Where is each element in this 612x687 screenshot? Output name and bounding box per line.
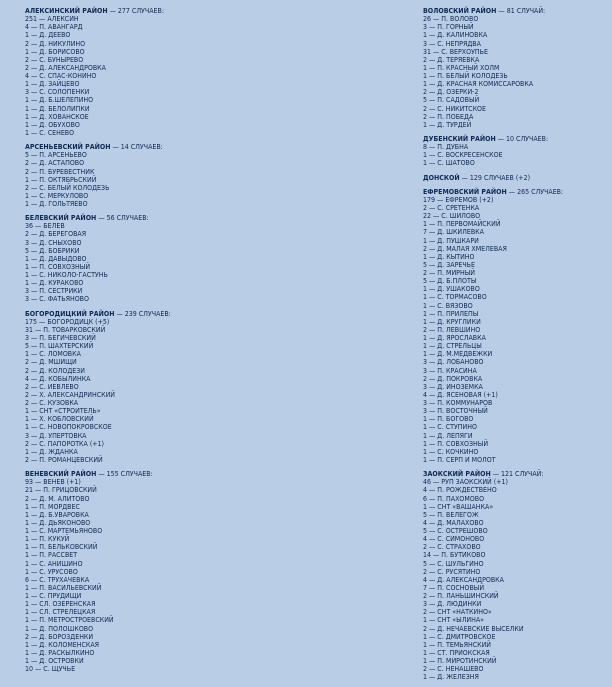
district-section [25, 214, 355, 303]
locality-entry: 6 — С. ТРУХАЧЕВКА [25, 575, 90, 584]
locality-entry: 1 — Д. ЖДАНКА [25, 447, 78, 456]
locality-entry: 5 — Д. БОБРИКИ [25, 246, 80, 255]
locality-entry: 1 — Д. ДЬЯКОНОВО [25, 518, 91, 527]
locality-entry: 2 — Х. АЛЕКСАНДРИНСКИЙ [25, 390, 116, 399]
locality-entry: 2 — П. БУРЕВЕСТНИК [25, 167, 95, 176]
locality-entry: 5 — Д. Б.ПЛОТЫ [423, 277, 477, 286]
locality-entry: 4 — П. АВАНГАРД [25, 23, 83, 32]
locality-entry: 1 — П. СОВХОЗНЫЙ [423, 439, 489, 448]
locality-entry: 1 — С. НИКОЛО-ГАСТУНЬ [25, 271, 108, 280]
locality-entry: 1 — П. ТЕМЬЯНСКИЙ [423, 640, 492, 649]
locality-entry: 4 — П. РОЖДЕСТВЕНО [423, 486, 497, 495]
district-name: БЕЛЕВСКИЙ РАЙОН [25, 214, 97, 223]
district-header [25, 214, 355, 222]
locality-entry: 3 — П. КОММУНАРОВ [423, 399, 493, 408]
district-name: БОГОРОДИЦКИЙ РАЙОН [25, 309, 115, 318]
district-section [423, 470, 609, 681]
locality-entry: 1 — П. СЕРП И МОЛОТ [423, 455, 496, 464]
locality-entry: 2 — Д. МШИЩИ [25, 358, 77, 367]
district-section [423, 188, 609, 464]
locality-entry: 2 — П. ЛЕВШИНО [423, 325, 481, 334]
district-name: АЛЕКСИНСКИЙ РАЙОН [25, 7, 108, 15]
district-case-count: — 155 СЛУЧАЕВ: [96, 470, 153, 479]
locality-entry: 1 — П. ПЕРВОМАЙСКИЙ [423, 220, 501, 229]
locality-entry: 1 — Д. БЕЛОЛИПКИ [25, 104, 90, 113]
locality-entry: 2 — С. ИЕВЛЕВО [25, 382, 79, 391]
locality-entry: 3 — П. КРАСИНА [423, 366, 477, 375]
locality-entry: 4 — С. СИМОНОВО [423, 535, 485, 544]
locality-entry: 1 — Д. КЫТИНО [423, 252, 475, 261]
locality-entry: 4 — Д. ЯСЕНОВАЯ (+1) [423, 390, 498, 399]
district-header [423, 174, 609, 182]
locality-entry: 31 — П. ТОВАРКОВСКИЙ [25, 325, 106, 334]
locality-entry: 2 — Д. КОЛОДЕЗИ [25, 366, 85, 375]
district-case-count: — 239 СЛУЧАЕВ: [114, 309, 171, 318]
district-section [25, 470, 355, 673]
locality-entry: 5 — Д. ЗАРЕЧЬЕ [423, 260, 475, 269]
locality-entry: 1 — П. КУКУЙ [25, 535, 70, 544]
locality-entry: 1 — П. БОГОВО [423, 415, 474, 424]
locality-entry: 1 — П. СОВХОЗНЫЙ [25, 262, 91, 271]
locality-entry: 10 — С. ЩУЧЬЕ [25, 665, 76, 674]
locality-entry: 7 — Д. ШКИЛЕВКА [423, 228, 484, 237]
district-section [423, 7, 609, 129]
locality-entry: 251 — АЛЕКСИН [25, 15, 79, 24]
locality-entry: 2 — С. РУСЯТИНО [423, 567, 481, 576]
locality-entry: 1 — Д. КРУГЛИКИ [423, 317, 481, 326]
locality-entry: 5 — С. ШУЛЬГИНО [423, 559, 484, 568]
locality-entry: 1 — Д. ЯРОСЛАВКА [423, 334, 486, 343]
locality-entry: 1 — Д. КОЛОМЕНСКАЯ [25, 640, 100, 649]
district-section [423, 174, 609, 182]
district-case-count: — 277 СЛУЧАЕВ: [107, 7, 164, 15]
locality-entry: 1 — Д. ПОЛОШКОВО [25, 624, 94, 633]
locality-entry: 46 — РУП ЗАОКСКИЙ (+1) [423, 478, 508, 487]
locality-entry: 2 — С. БЕЛЫЙ КОЛОДЕЗЬ [25, 183, 110, 192]
locality-entry: 1 — СНТ «ВАШАНКА» [423, 502, 494, 511]
locality-entry: 4 — Д. АЛЕКСАНДРОВКА [423, 575, 504, 584]
locality-entry: 1 — Д. Б.ШЕЛЕПИНО [25, 96, 94, 105]
locality-entry: 1 — Х. КОБЛОВСКИЙ [25, 415, 94, 424]
district-name: ДУБЕНСКИЙ РАЙОН [423, 134, 496, 143]
locality-entry: 2 — Д. ОЗЕРКИ-2 [423, 88, 479, 97]
locality-entry: 2 — Д. М. АЛИТОВО [25, 494, 90, 503]
locality-entry: 1 — П. КРАСНЫЙ ХОЛМ [423, 63, 500, 72]
locality-entry: 1 — Д. ГОЛЬТЯЕВО [25, 200, 88, 209]
locality-entry: 2 — С. НЕНАШЕВО [423, 665, 484, 674]
locality-entry: 3 — П. СЕСТРИКИ [25, 287, 83, 296]
locality-entry: 1 — Д. ПУШКАРИ [423, 236, 479, 245]
district-name: АРСЕНЬЕВСКИЙ РАЙОН [25, 143, 111, 152]
locality-entry: 1 — П. ПРИЛЕПЫ [423, 309, 479, 318]
locality-entry: 2 — Д. АЛЕКСАНДРОВКА [25, 63, 106, 72]
locality-entry: 1 — С. МЕРКУЛОВО [25, 191, 89, 200]
district-header [423, 188, 609, 196]
locality-entry: 3 — Д. ЛЮДИНКИ [423, 600, 482, 609]
locality-entry: 2 — С. СТРАХОВО [423, 543, 481, 552]
district-case-count: — 10 СЛУЧАЕВ: [495, 134, 549, 143]
locality-entry: 93 — ВЕНЕВ (+1) [25, 478, 81, 487]
district-header [25, 7, 355, 15]
locality-entry: 175 — БОГОРОДИЦК (+5) [25, 317, 110, 326]
locality-entry: 4 — С. СПАС-КОНИНО [25, 72, 97, 81]
locality-entry: 1 — СЛ. ОЗЕРЕНСКАЯ [25, 600, 96, 609]
locality-entry: 5 — П. ВЕЛЕГОЖ [423, 510, 479, 519]
district-name: ДОНСКОЙ [423, 173, 460, 182]
locality-entry: 1 — П. БЕЛЫЙ КОЛОДЕЗЬ [423, 72, 508, 81]
locality-entry: 1 — Д. ОБУХОВО [25, 120, 80, 129]
locality-entry: 1 — Д. УШАКОВО [423, 285, 480, 294]
locality-entry: 4 — Д. МАЛАХОВО [423, 518, 484, 527]
locality-entry: 1 — С. МАРТЕМЬЯНОВО [25, 527, 103, 536]
locality-entry: 2 — Д. НЕЧАЕВСКИЕ ВЫСЕЛКИ [423, 624, 524, 633]
district-name: ЕФРЕМОВСКИЙ РАЙОН [423, 187, 507, 196]
locality-entry: 1 — С. АНИШИНО [25, 559, 83, 568]
locality-entry: 1 — Д. РАСКЫЛКИНО [25, 648, 95, 657]
locality-entry: 2 — Д. БОРОЗДЕНКИ [25, 632, 94, 641]
district-section [25, 7, 355, 137]
locality-entry: 1 — Д. М.МЕДВЕЖКИ [423, 350, 493, 359]
locality-entry: 1 — С. ВОСКРЕСЕНСКОЕ [423, 151, 503, 160]
locality-entry: 1 — Д. КУРАКОВО [25, 279, 84, 288]
locality-entry: 1 — С. ТОРМАСОВО [423, 293, 487, 302]
locality-entry: 2 — Д. МАЛАЯ ХМЕЛЕВАЯ [423, 244, 507, 253]
locality-entry: 1 — С. ШАТОВО [423, 159, 475, 168]
locality-entry: 1 — П. ОКТЯБРЬСКИЙ [25, 175, 97, 184]
district-header [25, 310, 355, 318]
locality-entry: 1 — П. БЕЛЬКОВСКИЙ [25, 543, 98, 552]
locality-entry: 1 — Д. СТРЕЛЬЦЫ [423, 342, 482, 351]
locality-entry: 3 — Д. ИНОЗЕМКА [423, 382, 483, 391]
locality-entry: 3 — Д. ЛОБАНОВО [423, 358, 484, 367]
locality-entry: 3 — С. НЕПРЯДВА [423, 39, 481, 48]
district-header [423, 135, 609, 143]
locality-entry: 1 — Д. ДЕЕВО [25, 31, 71, 40]
locality-entry: 21 — П. ГРИЦОВСКИЙ [25, 486, 97, 495]
locality-entry: 3 — С. ФАТЬЯНОВО [25, 295, 89, 304]
locality-entry: 7 — П. СОСНОВЫЙ [423, 583, 485, 592]
locality-entry: 1 — Д. ОСТРОВКИ [25, 657, 84, 666]
locality-entry: 1 — СТ. ПРИОКСКАЯ [423, 648, 490, 657]
locality-entry: 1 — С. КОЧКИНО [423, 447, 479, 456]
locality-entry: 3 — П. ГОРНЫЙ [423, 23, 474, 32]
locality-entry: 31 — С. ВЕРХОУПЬЕ [423, 47, 488, 56]
locality-entry: 14 — П. БУТИКОВО [423, 551, 486, 560]
locality-entry: 1 — Д. ХОВАНСКОЕ [25, 112, 89, 121]
locality-entry: 2 — С. НИКИТСКОЕ [423, 104, 486, 113]
locality-entry: 2 — Д. ПОКРОВКА [423, 374, 483, 383]
locality-entry: 1 — Д. ЗАЙЦЕВО [25, 80, 80, 89]
locality-entry: 2 — С. КУЗОВКА [25, 399, 79, 408]
district-header [25, 470, 355, 478]
locality-entry: 1 — П. МЕТРОСТРОЕВСКИЙ [25, 616, 114, 625]
district-case-count: — 265 СЛУЧАЕВ: [506, 187, 564, 196]
locality-entry: 2 — СНТ «НАТКИНО» [423, 608, 492, 617]
locality-entry: 1 — СЛ. СТРЕЛЕЦКАЯ [25, 608, 96, 617]
locality-entry: 1 — П. МОРДВЕС [25, 502, 80, 511]
district-case-count: — 129 СЛУЧАЕВ (+2) [459, 173, 531, 182]
locality-entry: 1 — С. ЛОМОВКА [25, 350, 81, 359]
district-header [423, 7, 609, 15]
locality-entry: 5 — С. ОСТРЕШОВО [423, 527, 488, 536]
locality-entry: 22 — С. ШИЛОВО [423, 212, 481, 221]
district-name: ВЕНЕВСКИЙ РАЙОН [25, 470, 97, 479]
locality-entry: 2 — П. РОМАНЦЕВСКИЙ [25, 455, 103, 464]
locality-entry: 5 — П. САДОВЫЙ [423, 96, 480, 105]
locality-entry: 3 — С. СОЛОПЕНКИ [25, 88, 90, 97]
locality-entry: 1 — СНТ «СТРОИТЕЛЬ» [25, 407, 101, 416]
locality-entry: 1 — Д. КРАСНАЯ КОМИССАРОВКА [423, 80, 534, 89]
locality-entry: 2 — Д. АСТАПОВО [25, 159, 85, 168]
locality-entry: 1 — С. ВЯЗОВО [423, 301, 473, 310]
locality-entry: 2 — С. БУНЫРЕВО [25, 55, 84, 64]
district-header [25, 143, 355, 151]
district-case-count: — 56 СЛУЧАЕВ: [96, 214, 149, 223]
district-section [423, 135, 609, 168]
right-column [423, 7, 609, 687]
locality-entry: 2 — С. СРЕТЕНКА [423, 204, 480, 213]
locality-entry: 3 — П. ВОСТОЧНЫЙ [423, 407, 488, 416]
locality-entry: 6 — П. ПАХОМОВО [423, 494, 485, 503]
district-name: ЗАОКСКИЙ РАЙОН [423, 470, 491, 479]
locality-entry: 2 — П. ПОБЕДА [423, 112, 474, 121]
locality-entry: 36 — БЕЛЕВ [25, 222, 65, 231]
locality-entry: 1 — С. НОВОПОКРОВСКОЕ [25, 423, 112, 432]
locality-entry: 3 — Д. УПЕРТОВКА [25, 431, 87, 440]
locality-entry: 1 — С. ДМИТРОВСКОЕ [423, 632, 496, 641]
locality-entry: 1 — П. РАССВЕТ [25, 551, 78, 560]
locality-entry: 5 — П. ШАХТЕРСКИЙ [25, 342, 94, 351]
locality-entry: 3 — П. БЕГИЧЕВСКИЙ [25, 334, 96, 343]
locality-entry: 1 — Д. КАЛИНОВКА [423, 31, 488, 40]
locality-entry: 1 — Д. БОРИСОВО [25, 47, 85, 56]
locality-entry: 5 — П. АРСЕНЬЕВО [25, 151, 87, 160]
locality-entry: 1 — П. МИРОТИНСКИЙ [423, 657, 497, 666]
district-case-count: — 14 СЛУЧАЕВ: [110, 143, 163, 152]
locality-entry: 1 — Д. ТУРДЕЙ [423, 120, 472, 129]
district-name: ВОЛОВСКИЙ РАЙОН [423, 7, 497, 15]
locality-entry: 2 — Д. ТЕРЯЕВКА [423, 55, 480, 64]
locality-entry: 2 — П. ЛАНЬШИНСКИЙ [423, 592, 499, 601]
district-section [25, 143, 355, 208]
locality-entry: 1 — Д. ДАВЫДОВО [25, 254, 87, 263]
locality-entry: 1 — С. ПРУДИЩИ [25, 592, 82, 601]
district-case-count: — 121 СЛУЧАЙ: [490, 470, 544, 479]
locality-entry: 3 — Д. СНЫХОВО [25, 238, 82, 247]
locality-entry: 8 — П. ДУБНА [423, 143, 469, 152]
left-column [25, 7, 355, 679]
locality-entry: 1 — Д. Б.УВАРОВКА [25, 510, 89, 519]
locality-entry: 1 — П. ВАСИЛЬЕВСКИЙ [25, 583, 102, 592]
locality-entry: 2 — П. МИРНЫЙ [423, 269, 475, 278]
district-case-count: — 81 СЛУЧАЙ: [496, 7, 546, 15]
locality-entry: 1 — Д. ЛЕПЯГИ [423, 431, 473, 440]
locality-entry: 179 — ЕФРЕМОВ (+2) [423, 195, 494, 204]
locality-entry: 2 — Д. БЕРЕГОВАЯ [25, 230, 87, 239]
locality-entry: 4 — Д. КОБЫЛИНКА [25, 374, 91, 383]
locality-entry: 1 — С. СТУПИНО [423, 423, 477, 432]
locality-entry: 2 — Д. НИКУЛИНО [25, 39, 86, 48]
locality-entry: 1 — С. УРУСОВО [25, 567, 78, 576]
locality-entry: 2 — С. ПАПОРОТКА (+1) [25, 439, 105, 448]
locality-entry: 26 — П. ВОЛОВО [423, 15, 479, 24]
district-section [25, 310, 355, 464]
locality-entry: 1 — СНТ «ЫЛИНА» [423, 616, 485, 625]
locality-entry: 1 — С. СЕНЕВО [25, 128, 75, 137]
locality-entry: 1 — Д. ЖЕЛЕЗНЯ [423, 673, 479, 682]
